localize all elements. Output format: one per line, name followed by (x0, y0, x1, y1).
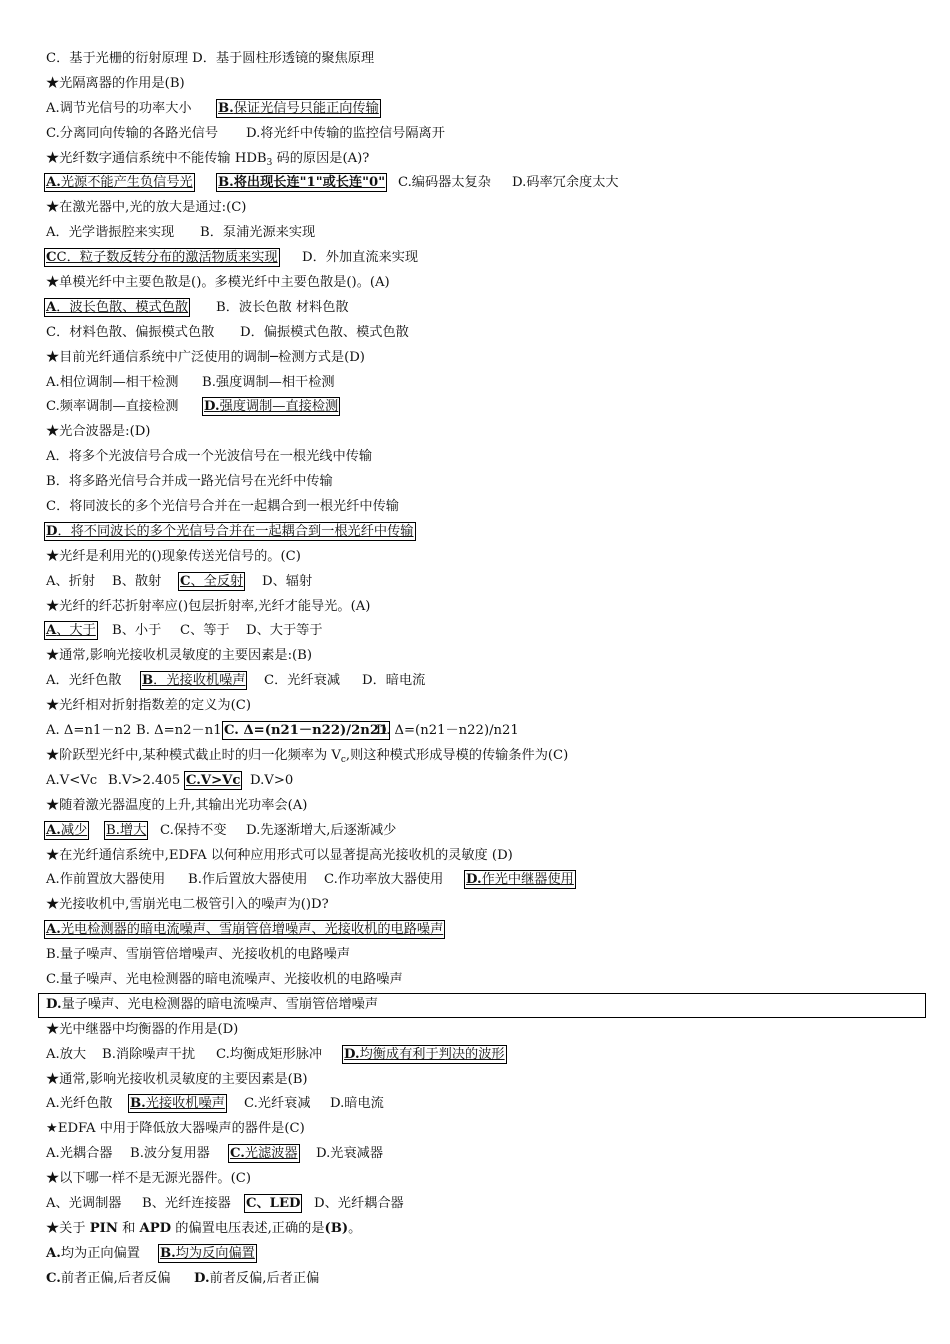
option-c: C.编码器太复杂 (398, 175, 491, 191)
option-b: B．将多路光信号合并成一路光信号在光纤中传输 (46, 474, 333, 490)
option-a: A.V<Vc (46, 772, 98, 788)
option-d: D、辐射 (262, 573, 313, 589)
answer-box: A.光源不能产生负信号光 (46, 175, 193, 191)
option-line (46, 968, 926, 993)
option-b: B．泵浦光源来实现 (200, 225, 316, 241)
question: ★关于 PIN 和 APD 的偏置电压表述,正确的是(B)。 (46, 1220, 362, 1236)
option-c: C．光纤衰减 (264, 673, 341, 689)
question: ★单模光纤中主要色散是()。多模光纤中主要色散是()。(A) (46, 275, 390, 291)
option-line (46, 495, 926, 520)
option-c: C、等于 (180, 623, 230, 639)
option-b: B．波长色散 材料色散 (216, 299, 349, 315)
option-a: A、折射 (46, 573, 96, 589)
option-line (46, 395, 926, 420)
option-a: A.作前置放大器使用 (46, 872, 166, 888)
option-d: D.光衰减器 (316, 1146, 384, 1162)
answer-box: C、LED (246, 1195, 301, 1211)
option-line (46, 246, 926, 271)
option-b: B.V>2.405 (108, 772, 181, 788)
answer-box: B.均为反向偏置 (160, 1245, 255, 1261)
option-b: B. Δ=n2－n1 (136, 723, 222, 739)
option-b: B、散射 (112, 573, 162, 589)
option-line (46, 570, 926, 595)
question: ★光中继器中均衡器的作用是(D) (46, 1021, 239, 1037)
option-line (46, 619, 926, 644)
option-d: D.前者反偏,后者正偏 (194, 1270, 320, 1286)
question: ★在激光器中,光的放大是通过:(C) (46, 200, 247, 216)
option-a: A、光调制器 (46, 1195, 122, 1211)
option-d: D.先逐渐增大,后逐渐减少 (246, 822, 397, 838)
answer-box: A.减少 (46, 822, 88, 838)
option-b: B.强度调制—相干检测 (202, 374, 335, 390)
answer-box: B.光接收机噪声 (130, 1096, 225, 1112)
option-a: A.放大 (46, 1046, 87, 1062)
option-c: C.频率调制—直接检测 (46, 399, 179, 415)
answer-box: C.光滤波器 (230, 1146, 298, 1162)
answer-box: D.均衡成有利于判决的波形 (344, 1046, 505, 1062)
option-line (46, 918, 926, 943)
option-d: D.暗电流 (330, 1096, 384, 1112)
option-line (46, 1267, 926, 1292)
question: ★通常,影响光接收机灵敏度的主要因素是:(B) (46, 648, 312, 664)
option-line (46, 819, 926, 844)
option-line (46, 1192, 926, 1217)
option-c: C．将同波长的多个光信号合并在一起耦合到一根光纤中传输 (46, 499, 399, 515)
option-line (46, 470, 926, 495)
option-text: C．基于光栅的衍射原理 D．基于圆柱形透镜的聚焦原理 (46, 51, 375, 66)
option-b: B、光纤连接器 (142, 1195, 231, 1211)
option-line (46, 371, 926, 396)
question-text: ★光隔离器的作用是(B) (46, 75, 185, 91)
option-line (46, 1142, 926, 1167)
option-line (46, 445, 926, 470)
option-line (46, 221, 926, 246)
question: ★阶跃型光纤中,某种模式截止时的归一化频率为 $V_c$,则这种模式形成导模的传输条件为(C) (46, 747, 569, 765)
option-d: D.V>0 (250, 772, 294, 788)
answer-box: C.V>Vc (186, 772, 241, 788)
option-d: D．暗电流 (362, 673, 426, 689)
option-a: A.相位调制—相干检测 (46, 374, 179, 390)
question: ★光合波器是:(D) (46, 424, 151, 440)
option-a: A．将多个光波信号合成一个光波信号在一根光线中传输 (46, 449, 373, 465)
option-b: B.波分复用器 (130, 1146, 210, 1162)
answer-box: C. Δ=(n21－n22)/2n21 (224, 723, 389, 739)
option-a: A. Δ=n1－n2 (46, 723, 132, 739)
option-a: A．光纤色散 (46, 673, 122, 689)
question: ★光纤数字通信系统中不能传输 $HDB_3$ 码的原因是(A)? (46, 150, 370, 168)
option-d: D.码率冗余度太大 (512, 175, 619, 191)
answer-box: D．将不同波长的多个光信号合并在一起耦合到一根光纤中传输 (46, 523, 414, 539)
option-line (46, 993, 926, 1018)
question: ★光接收机中,雪崩光电二极管引入的噪声为()D? (46, 897, 329, 913)
option-c: C.均衡成矩形脉冲 (216, 1046, 323, 1062)
option-line (46, 943, 926, 968)
option-a: A.调节光信号的功率大小 (46, 100, 192, 116)
question: ★光纤的纤芯折射率应()包层折射率,光纤才能导光。(A) (46, 598, 371, 614)
document-body (46, 47, 926, 1292)
option-b-box: B.增大 (106, 822, 147, 838)
option-a: A．光学谐振腔来实现 (46, 225, 175, 241)
option-line (46, 47, 926, 72)
option-line (46, 171, 926, 196)
question: ★以下哪一样不是无源光器件。(C) (46, 1171, 252, 1187)
question: ★EDFA 中用于降低放大器噪声的器件是(C) (46, 1121, 305, 1137)
option-d: D、大于等于 (246, 623, 323, 639)
option-c: C.保持不变 (160, 822, 227, 838)
answer-box: B.保证光信号只能正向传输 (218, 100, 379, 116)
option-line (46, 769, 926, 794)
option-line (46, 868, 926, 893)
option-line (46, 1092, 926, 1117)
option-line (46, 296, 926, 321)
option-d: D．偏振模式色散、模式色散 (240, 324, 409, 340)
option-b: B、小于 (112, 623, 162, 639)
option-d: D.量子噪声、光电检测器的暗电流噪声、雪崩管倍增噪声 (46, 996, 379, 1012)
option-line (46, 1242, 926, 1267)
answer-box: D.作光中继器使用 (466, 872, 574, 888)
option-a: A.光纤色散 (46, 1096, 113, 1112)
answer-box: D.强度调制—直接检测 (204, 399, 339, 415)
answer-box: B．光接收机噪声 (142, 673, 246, 689)
option-a: A.均为正向偏置 (46, 1245, 140, 1261)
option-line (46, 97, 926, 122)
answer-box: CC．粒子数反转分布的激活物质来实现 (46, 250, 278, 266)
option-b: B.消除噪声干扰 (102, 1046, 196, 1062)
option-line (46, 1043, 926, 1068)
answer-box: A、大于 (46, 623, 96, 639)
answer-box: C、全反射 (180, 573, 244, 589)
option-c: C．材料色散、偏振模式色散 (46, 324, 215, 340)
option-line (46, 520, 926, 545)
answer-box: A．波长色散、模式色散 (46, 299, 189, 315)
question: ★通常,影响光接收机灵敏度的主要因素是(B) (46, 1071, 308, 1087)
question: ★在光纤通信系统中,EDFA 以何种应用形式可以显著提高光接收机的灵敏度 (D) (46, 847, 513, 863)
option-d: D.将光纤中传输的监控信号隔离开 (246, 125, 445, 141)
option-c: C.光纤衰减 (244, 1096, 311, 1112)
option-b-box: B.将出现长连"1"或长连"0" (218, 175, 386, 191)
option-d: D．外加直流来实现 (302, 250, 419, 266)
option-a: A.光耦合器 (46, 1146, 113, 1162)
option-b: B.量子噪声、雪崩管倍增噪声、光接收机的电路噪声 (46, 947, 351, 963)
question (46, 72, 926, 97)
question: ★光纤相对折射指数差的定义为(C) (46, 698, 252, 714)
option-c: C.前者正偏,后者反偏 (46, 1270, 171, 1286)
option-c: C.分离同向传输的各路光信号 (46, 125, 219, 141)
option-line (46, 122, 926, 147)
option-d: D、光纤耦合器 (314, 1195, 404, 1211)
option-line (46, 669, 926, 694)
option-d: D. Δ=(n21－n22)/n21 (376, 723, 519, 739)
question: ★随着激光器温度的上升,其输出光功率会(A) (46, 797, 308, 813)
option-a-box: A.光电检测器的暗电流噪声、雪崩管倍增噪声、光接收机的电路噪声 (46, 922, 444, 938)
option-line (46, 719, 926, 744)
option-c: C.作功率放大器使用 (324, 872, 444, 888)
option-line (46, 321, 926, 346)
option-b: B.作后置放大器使用 (188, 872, 308, 888)
question: ★目前光纤通信系统中广泛使用的调制─检测方式是(D) (46, 349, 365, 365)
option-c: C.量子噪声、光电检测器的暗电流噪声、光接收机的电路噪声 (46, 971, 403, 987)
question: ★光纤是利用光的()现象传送光信号的。(C) (46, 548, 301, 564)
